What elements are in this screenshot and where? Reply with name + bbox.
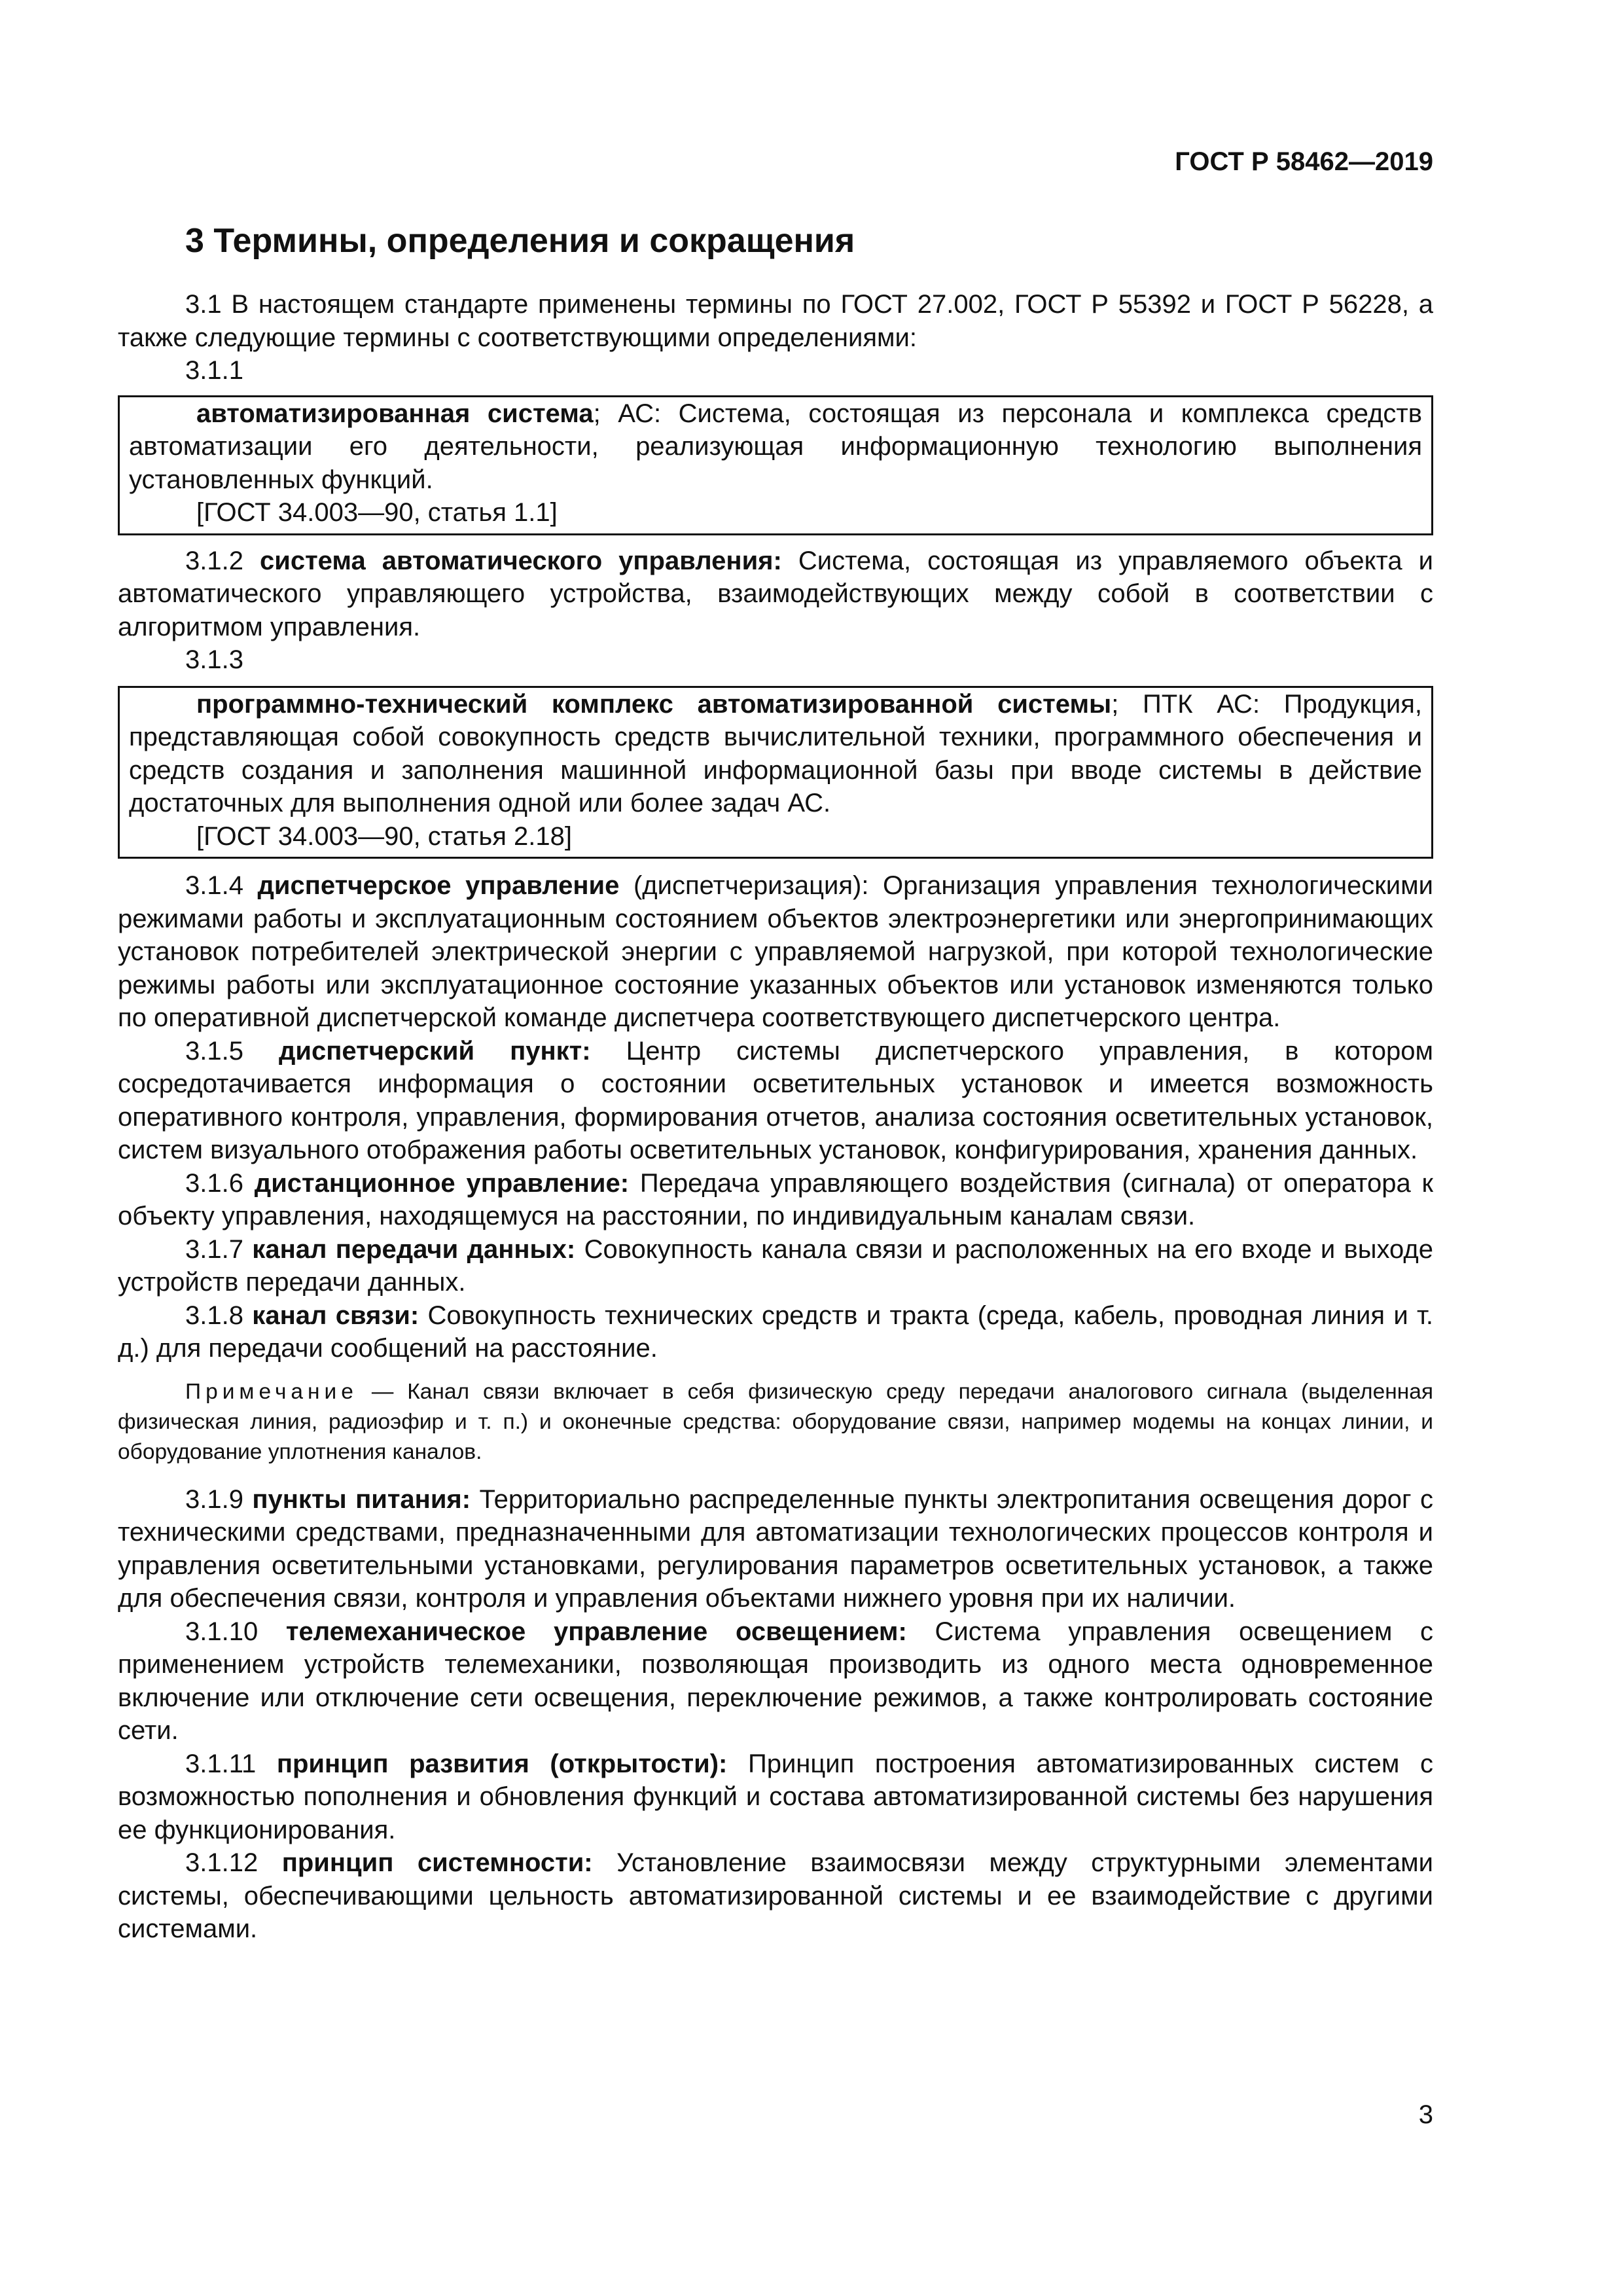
number-3-1-11: 3.1.11: [185, 1749, 277, 1778]
term-3-1-12: принцип системности:: [281, 1848, 593, 1877]
paragraph-3-1-4: [118, 869, 1433, 1035]
paragraph-3-1-7: [118, 1233, 1433, 1299]
term-3-1-1: автоматизированная система: [196, 399, 594, 428]
definition-3-1-8: Совокупность технических средств и тракта (среда, кабель, проводная линия и т. д.) для передачи сообщений на расстояние.: [118, 1300, 1434, 1363]
definition-3-1-6: Передача управляющего воздействия (сигнала) от оператора к объекту управления, находящемуся на расстоянии, по индивидуальным каналам связи.: [118, 1168, 1434, 1230]
paragraph-3-1-1-number: 3.1.1: [185, 356, 243, 385]
paragraph-3-1-11: [118, 1748, 1433, 1847]
term-box-3-1-1: [118, 395, 1433, 535]
term-3-1-2: система автоматического управления:: [259, 546, 782, 575]
paragraph-3-1-10: [118, 1615, 1433, 1748]
number-3-1-8: 3.1.8: [185, 1300, 253, 1330]
note-label: Примечание: [185, 1379, 358, 1404]
page-number: 3: [1418, 2100, 1433, 2129]
paragraph-3-1-2: [118, 545, 1433, 644]
term-3-1-4: диспетчерское управление: [257, 871, 620, 900]
term-3-1-7: канал передачи данных:: [252, 1234, 576, 1264]
definition-3-1-7: Совокупность канала связи и расположенных на его входе и выходе устройств передачи данных.: [118, 1234, 1434, 1297]
number-3-1-12: 3.1.12: [185, 1848, 282, 1877]
number-3-1-4: 3.1.4: [185, 871, 258, 900]
document-page: [118, 0, 1433, 2296]
definition-3-1-2: Система, состоящая из управляемого объекта и автоматического управляющего устройства, взаимодействующих между собой в соответствии с алгоритмом управления.: [118, 546, 1434, 641]
number-3-1-6: 3.1.6: [185, 1168, 255, 1198]
term-3-1-11: принцип развития (открытости):: [276, 1749, 728, 1778]
note-3-1-8: [118, 1377, 1433, 1467]
term-3-1-3: программно-технический комплекс автоматизированной системы: [196, 689, 1112, 719]
definition-3-1-10: Система управления освещением с применением устройств телемеханики, позволяющая производить из одного места одновременное включение или отключение сети освещения, переключение режимов, а также контролировать состояние сети.: [118, 1617, 1434, 1745]
term-3-1-10: телемеханическое управление освещением:: [285, 1617, 907, 1646]
number-3-1-10: 3.1.10: [185, 1617, 286, 1646]
term-box-3-1-3: [118, 686, 1433, 859]
paragraph-3-1-6: [118, 1167, 1433, 1233]
paragraph-3-1-8: [118, 1299, 1433, 1365]
paragraph-3-1-5: [118, 1035, 1433, 1167]
standard-designation: ГОСТ Р 58462—2019: [1175, 147, 1433, 176]
definition-3-1-12: Установление взаимосвязи между структурными элементами системы, обеспечивающими цельность автоматизированной системы и ее взаимодействие с другими системами.: [118, 1848, 1434, 1943]
note-text: — Канал связи включает в себя физическую среду передачи аналогового сигнала (выделенная физическая линия, радиоэфир и т. п.) и оконечные средства: оборудование связи, например модемы на концах линии, и оборудование уплотнения каналов.: [118, 1379, 1433, 1464]
number-3-1-5: 3.1.5: [185, 1036, 279, 1066]
paragraph-3-1-12: [118, 1846, 1433, 1946]
section-title: 3 Термины, определения и сокращения: [185, 222, 855, 260]
definition-3-1-5: Центр системы диспетчерского управления, в котором сосредотачивается информация о состоянии осветительных установок и имеется возможность оперативного контроля, управления, формирования отчетов, анализа состояния осветительных установок, систем визуального отображения работы осветительных установок, конфигурирования, хранения данных.: [118, 1036, 1433, 1164]
number-3-1-7: 3.1.7: [185, 1234, 253, 1264]
term-definition-3-1-3: [129, 688, 1422, 820]
number-3-1-2: 3.1.2: [185, 546, 260, 575]
term-source-3-1-1: [ГОСТ 34.003—90, статья 1.1]: [196, 498, 558, 527]
term-3-1-9: пункты питания:: [252, 1484, 471, 1514]
term-source-3-1-3: [ГОСТ 34.003—90, статья 2.18]: [196, 821, 572, 851]
paragraph-3-1-9: [118, 1483, 1433, 1615]
term-3-1-8: канал связи:: [252, 1300, 419, 1330]
number-3-1-9: 3.1.9: [185, 1484, 253, 1514]
definition-3-1-1: ; АС: Система, состоящая из персонала и комплекса средств автоматизации его деятельности, реализующая информационную технологию выполнения установленных функций.: [129, 399, 1422, 494]
definition-3-1-9: Территориально распределенные пункты электропитания освещения дорог с техническими средствами, предназначенными для автоматизации технологических процессов контроля и управления осветительными установками, регулирования параметров осветительных установок, а также для обеспечения связи, контроля и управления объектами нижнего уровня при их наличии.: [118, 1484, 1433, 1613]
paragraph-3-1: 3.1 В настоящем стандарте применены термины по ГОСТ 27.002, ГОСТ Р 55392 и ГОСТ Р 56228, а также следующие термины с соответствующими определениями:: [118, 290, 1433, 352]
term-3-1-5: диспетчерский пункт:: [279, 1036, 591, 1066]
definition-3-1-11: Принцип построения автоматизированных систем с возможностью пополнения и обновления функций и состава автоматизированной системы без нарушения ее функционирования.: [118, 1749, 1433, 1844]
content-flow: [118, 288, 1433, 1946]
term-definition-3-1-1: [129, 397, 1422, 497]
definition-3-1-4: (диспетчеризация): Организация управления технологическими режимами работы и эксплуатационным состоянием объектов электроэнергетики или энергопринимающих установок потребителей электрической энергии с управляемой нагрузкой, при которой технологические режимы работы или эксплуатационное состояние указанных объектов или установок изменяются только по оперативной диспетчерской команде диспетчера соответствующего диспетчерского центра.: [118, 871, 1433, 1032]
paragraph-3-1-3-number: 3.1.3: [185, 645, 243, 674]
definition-3-1-3: ; ПТК АС: Продукция, представляющая собой совокупность средств вычислительной техники, программного обеспечения и средств создания и заполнения машинной информационной базы при вводе системы в действие достаточных для выполнения одной или более задач АС.: [129, 689, 1423, 817]
term-3-1-6: дистанционное управление:: [254, 1168, 630, 1198]
